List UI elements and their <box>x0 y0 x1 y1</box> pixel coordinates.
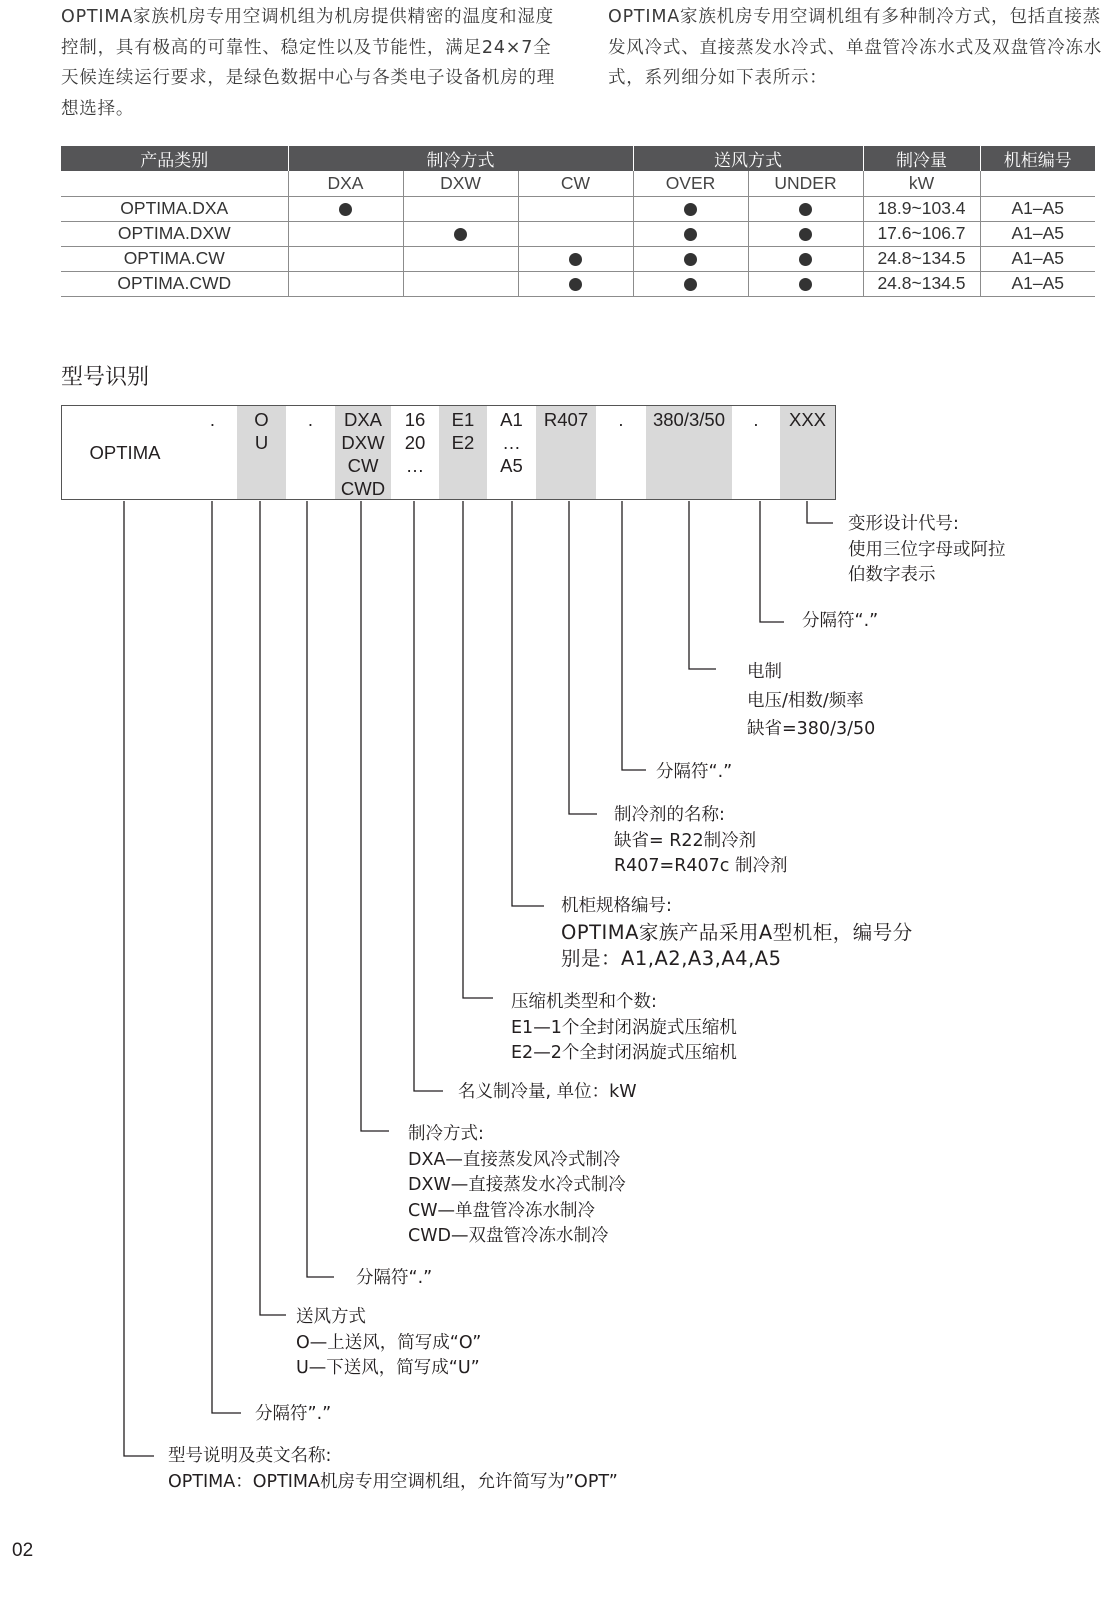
note-line: DXW—直接蒸发水冷式制冷 <box>408 1175 626 1195</box>
product-name-cell: OPTIMA.DXW <box>61 221 288 246</box>
header-cooling-capacity: 制冷量 <box>863 146 980 171</box>
model-seg-text: . <box>753 409 759 430</box>
note-cooling <box>408 1122 626 1250</box>
feature-cell-cw <box>518 271 633 296</box>
note-capacity: 名义制冷量, 单位：kW <box>458 1082 637 1102</box>
note-line: 缺省=380/3/50 <box>747 719 876 739</box>
model-seg-text: CW <box>347 455 379 476</box>
subheader-cell: kW <box>863 171 980 196</box>
model-seg-text: 20 <box>404 432 426 453</box>
subheader-cell <box>980 171 1095 196</box>
model-seg-text: . <box>209 409 216 430</box>
note-separator-4: 分隔符“.” <box>802 611 879 631</box>
note-line: 伯数字表示 <box>848 565 936 585</box>
note-line: CWD—双盘管冷冻水制冷 <box>408 1226 609 1246</box>
model-seg-cooling <box>335 406 391 499</box>
feature-cell-cw <box>518 221 633 246</box>
model-seg-separator <box>188 406 237 499</box>
note-line: OPTIMA家族产品采用A型机柜，编号分 <box>561 920 913 944</box>
filled-dot-icon <box>569 253 582 266</box>
model-seg-text: 380/3/50 <box>652 409 725 430</box>
model-seg-text: U <box>254 432 269 453</box>
note-variant <box>848 512 1006 589</box>
feature-cell-cw <box>518 246 633 271</box>
note-line: 机柜规格编号: <box>561 896 672 916</box>
note-line: 缺省= R22制冷剂 <box>614 830 757 851</box>
note-line: 电制 <box>747 662 782 682</box>
connector-line-capacity <box>414 501 443 1091</box>
model-seg-text: DXA <box>343 409 383 430</box>
model-seg-text: 16 <box>404 409 426 430</box>
feature-cell-over <box>633 221 748 246</box>
note-power <box>747 660 875 743</box>
header-cooling-method: 制冷方式 <box>288 146 633 171</box>
model-seg-power <box>646 406 732 499</box>
note-line: 电压/相数/频率 <box>747 690 864 711</box>
model-seg-text: DXW <box>341 432 385 453</box>
model-seg-separator <box>732 406 780 499</box>
subheader-cell: DXA <box>288 171 403 196</box>
connector-line-cooling <box>361 501 389 1131</box>
note-refrigerant <box>614 803 787 880</box>
note-line: R407=R407c 制冷剂 <box>614 856 788 876</box>
table-row <box>61 246 1095 271</box>
feature-cell-cw <box>518 196 633 221</box>
note-line: 别是：A1,A2,A3,A4,A5 <box>561 946 782 970</box>
model-seg-text: E1 <box>451 409 475 430</box>
product-name-cell: OPTIMA.DXA <box>61 196 288 221</box>
note-line: U—下送风，简写成“U” <box>296 1358 480 1378</box>
feature-cell-under <box>748 271 863 296</box>
connector-line-model-name <box>124 501 154 1456</box>
feature-cell-dxa <box>288 271 403 296</box>
note-separator-3: 分隔符“.” <box>656 762 733 782</box>
table-row <box>61 196 1095 221</box>
connector-line-sep3 <box>622 501 646 770</box>
note-separator-2: 分隔符“.” <box>356 1268 433 1288</box>
table-subheader-row <box>61 171 1095 196</box>
model-seg-text: … <box>502 432 521 453</box>
header-airflow-method: 送风方式 <box>633 146 863 171</box>
note-line: 压缩机类型和个数: <box>511 992 657 1012</box>
table-row <box>61 271 1095 296</box>
note-model-name <box>168 1444 618 1495</box>
capacity-cell: 18.9~103.4 <box>863 196 980 221</box>
filled-dot-icon <box>684 253 697 266</box>
note-line: E1—1个全封闭涡旋式压缩机 <box>511 1017 737 1038</box>
connector-line-power <box>689 501 716 669</box>
feature-cell-dxa <box>288 196 403 221</box>
note-compressor <box>511 990 737 1067</box>
cabinet-cell: A1–A5 <box>980 246 1095 271</box>
subheader-cell: CW <box>518 171 633 196</box>
note-airflow <box>296 1305 481 1382</box>
note-line: OPTIMA：OPTIMA机房专用空调机组，允许简写为”OPT” <box>168 1471 618 1492</box>
note-separator-1: 分隔符”.” <box>255 1404 332 1424</box>
connector-line-sep1 <box>212 501 241 1413</box>
model-seg-text: R407 <box>543 409 589 430</box>
note-line: 制冷剂的名称: <box>614 805 725 825</box>
feature-cell-dxw <box>403 221 518 246</box>
connector-line-airflow <box>260 501 286 1315</box>
note-cabinet <box>561 894 913 972</box>
feature-cell-dxa <box>288 221 403 246</box>
feature-cell-dxw <box>403 271 518 296</box>
feature-cell-dxw <box>403 246 518 271</box>
filled-dot-icon <box>454 228 467 241</box>
model-seg-text: A5 <box>500 455 523 476</box>
note-line: O—上送风，简写成“O” <box>296 1332 482 1353</box>
capacity-cell: 24.8~134.5 <box>863 246 980 271</box>
model-code-box <box>61 405 836 500</box>
capacity-cell: 24.8~134.5 <box>863 271 980 296</box>
cabinet-cell: A1–A5 <box>980 196 1095 221</box>
note-line: 型号说明及英文名称: <box>168 1446 332 1466</box>
model-seg-name-text: OPTIMA <box>89 442 161 463</box>
page-number: 02 <box>12 1540 34 1561</box>
feature-cell-over <box>633 196 748 221</box>
subheader-cell: OVER <box>633 171 748 196</box>
filled-dot-icon <box>799 203 812 216</box>
model-seg-variant <box>780 406 835 499</box>
filled-dot-icon <box>799 228 812 241</box>
table-row <box>61 221 1095 246</box>
model-seg-text: . <box>618 409 624 430</box>
filled-dot-icon <box>684 228 697 241</box>
note-line: E2—2个全封闭涡旋式压缩机 <box>511 1043 737 1063</box>
feature-cell-under <box>748 221 863 246</box>
product-spec-table <box>61 146 1095 297</box>
note-line: 送风方式 <box>296 1307 366 1327</box>
feature-cell-over <box>633 271 748 296</box>
note-line: CW—单盘管冷冻水制冷 <box>408 1200 596 1221</box>
header-cabinet-number: 机柜编号 <box>980 146 1095 171</box>
feature-cell-dxw <box>403 196 518 221</box>
feature-cell-under <box>748 196 863 221</box>
model-seg-text: E2 <box>451 432 475 453</box>
connector-line-sep4 <box>760 501 784 622</box>
cabinet-cell: A1–A5 <box>980 271 1095 296</box>
subheader-cell: UNDER <box>748 171 863 196</box>
model-seg-separator <box>286 406 335 499</box>
cabinet-cell: A1–A5 <box>980 221 1095 246</box>
model-seg-separator <box>596 406 646 499</box>
connector-line-refrigerant <box>569 501 597 814</box>
product-name-cell: OPTIMA.CWD <box>61 271 288 296</box>
section-title: 型号识别 <box>61 365 150 390</box>
connector-line-cabinet <box>512 501 544 906</box>
model-seg-text: XXX <box>788 409 827 430</box>
model-seg-compressor <box>439 406 487 499</box>
model-seg-name <box>62 406 188 499</box>
model-seg-text: O <box>254 409 269 430</box>
note-line: DXA—直接蒸发风冷式制冷 <box>408 1149 621 1170</box>
subheader-cell <box>61 171 288 196</box>
connector-line-compressor <box>463 501 493 998</box>
feature-cell-dxa <box>288 246 403 271</box>
subheader-cell: DXW <box>403 171 518 196</box>
model-seg-text: … <box>405 455 425 476</box>
filled-dot-icon <box>684 278 697 291</box>
connector-line-sep2 <box>307 501 334 1277</box>
filled-dot-icon <box>799 278 812 291</box>
note-line: 制冷方式: <box>408 1124 484 1144</box>
table-header-row <box>61 146 1095 171</box>
model-seg-cabinet <box>487 406 536 499</box>
model-seg-text: A1 <box>500 409 523 430</box>
intro-right-paragraph: OPTIMA家族机房专用空调机组有多种制冷方式，包括直接蒸发风冷式、直接蒸发水冷式、单盘管冷冻水式及双盘管冷冻水式，系列细分如下表所示： <box>608 7 1103 88</box>
header-product-category: 产品类别 <box>61 146 288 171</box>
model-seg-capacity <box>391 406 439 499</box>
model-seg-text: . <box>307 409 314 430</box>
capacity-cell: 17.6~106.7 <box>863 221 980 246</box>
filled-dot-icon <box>339 203 352 216</box>
intro-left-paragraph: OPTIMA家族机房专用空调机组为机房提供精密的温度和湿度控制，具有极高的可靠性、稳定性以及节能性，满足24×7全天候连续运行要求，是绿色数据中心与各类电子设备机房的理想选择。 <box>61 7 556 119</box>
filled-dot-icon <box>569 278 582 291</box>
filled-dot-icon <box>684 203 697 216</box>
model-seg-airflow <box>237 406 286 499</box>
note-line: 变形设计代号: <box>848 514 959 534</box>
feature-cell-over <box>633 246 748 271</box>
feature-cell-under <box>748 246 863 271</box>
model-seg-refrigerant <box>536 406 596 499</box>
filled-dot-icon <box>799 253 812 266</box>
connector-line-variant <box>807 501 833 523</box>
product-name-cell: OPTIMA.CW <box>61 246 288 271</box>
model-seg-text: CWD <box>340 478 386 499</box>
note-line: 使用三位字母或阿拉 <box>848 539 1006 560</box>
